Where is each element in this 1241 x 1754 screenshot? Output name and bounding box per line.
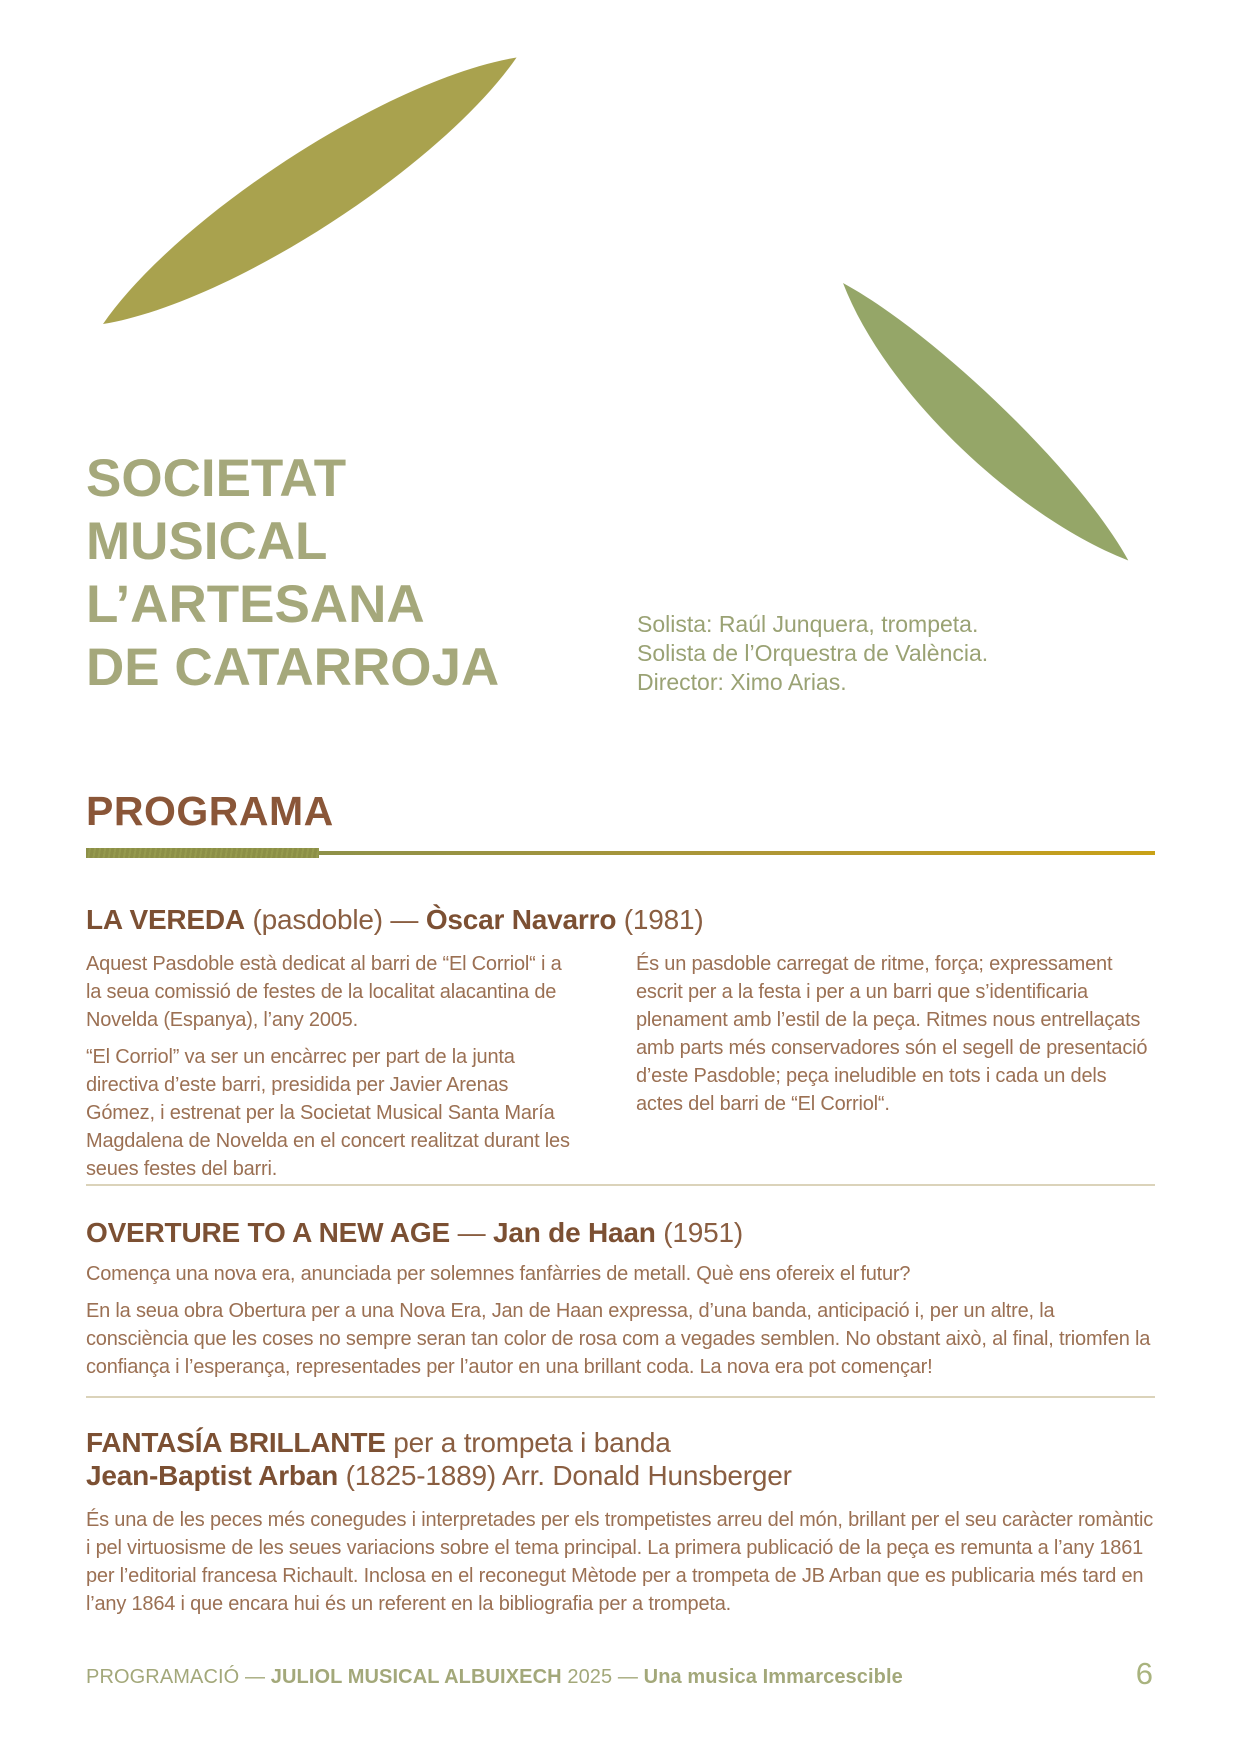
piece-paragraph: És un pasdoble carregat de ritme, força; expressament escrit per a la festa i per a un barri que s’identificaria plenament amb l’estil de la peça. Ritmes nous entrellaçats amb parts més conservadores són el segell de presentació d’este Pasdoble; peça ineludible en tots i cada un dels actes del barri de “El Corriol“. xyxy=(636,953,1148,1115)
piece-fantasia-text xyxy=(86,1506,1155,1627)
piece-dash: — xyxy=(449,1217,493,1248)
piece-year: (1981) xyxy=(616,904,704,935)
page-title: PROGRAMA xyxy=(86,788,334,834)
piece-subtitle: per a trompeta i banda xyxy=(385,1427,671,1458)
piece-title: FANTASÍA BRILLANTE xyxy=(86,1427,386,1458)
piece-paragraph: “El Corriol” va ser un encàrrec per part de la junta directiva d’este barri, presidida per Javier Arenas Gómez, i estrenat per la Societat Musical Santa María Magdalena de Novelda en el concert realitzat durant les seues festes del barri. xyxy=(86,1046,570,1180)
piece-heading-overture xyxy=(86,1216,743,1249)
page-number: 6 xyxy=(1135,1656,1153,1691)
band-title xyxy=(86,447,499,699)
piece-paragraph: En la seua obra Obertura per a una Nova Era, Jan de Haan expressa, d’una banda, anticipació i, per un altre, la consciència que les coses no sempre seran tan color de rosa com a vegades semblen. No obstant això, al final, triomfen la confiança i l’esperança, representades per l’autor en una brillant coda. La nova era pot començar! xyxy=(86,1300,1151,1378)
piece-composer: Jan de Haan xyxy=(492,1217,656,1248)
piece-subtitle: (pasdoble) — xyxy=(244,904,426,935)
piece-heading-la-vereda xyxy=(86,903,704,936)
band-title-line: L’ARTESANA xyxy=(86,575,425,634)
leaf-brush-icon xyxy=(82,25,537,356)
credit-orchestra: Solista de l’Orquestra de València. xyxy=(637,640,989,666)
piece-la-vereda-text xyxy=(86,950,1155,1192)
piece-title-line xyxy=(86,1426,792,1459)
footer xyxy=(86,1666,903,1689)
piece-paragraph: Comença una nova era, anunciada per solemnes fanfàrries de metall. Què ens ofereix el futur? xyxy=(86,1263,911,1285)
band-title-line: DE CATARROJA xyxy=(86,638,500,697)
divider-gradient-line xyxy=(319,851,1155,855)
footer-event-name: JULIOL MUSICAL ALBUIXECH xyxy=(270,1666,562,1688)
piece-title: LA VEREDA xyxy=(86,904,245,935)
piece-overture-text xyxy=(86,1260,1155,1390)
piece-arranger: (1825-1889) Arr. Donald Hunsberger xyxy=(338,1460,792,1491)
text-column-right xyxy=(636,950,1155,1192)
program-divider xyxy=(86,848,1155,858)
text-column-left xyxy=(86,950,572,1192)
credit-soloist: Solista: Raúl Junquera, trompeta. xyxy=(637,611,979,637)
credit-director: Director: Ximo Arias. xyxy=(637,669,847,695)
divider-accent-block xyxy=(86,848,319,858)
piece-composer: Jean-Baptist Arban xyxy=(86,1460,339,1491)
band-title-line: SOCIETAT xyxy=(86,449,347,508)
leaf-brush-icon xyxy=(818,267,1144,586)
piece-heading-fantasia xyxy=(86,1426,792,1492)
band-title-line: MUSICAL xyxy=(86,512,328,571)
piece-paragraph: Aquest Pasdoble està dedicat al barri de “El Corriol“ i a la seua comissió de festes de la localitat alacantina de Novelda (Espanya), l’any 2005. xyxy=(86,953,562,1031)
section-divider xyxy=(86,1184,1155,1186)
piece-composer-line xyxy=(86,1459,792,1492)
credits-block xyxy=(637,610,988,697)
footer-motto: Una musica Immarcescible xyxy=(643,1666,903,1688)
piece-composer: Òscar Navarro xyxy=(425,904,617,935)
piece-year: (1951) xyxy=(655,1217,744,1248)
piece-title: OVERTURE TO A NEW AGE xyxy=(86,1217,450,1248)
piece-paragraph: És una de les peces més conegudes i interpretades per els trompetistes arreu del món, brillant per el seu caràcter romàntic i pel virtuosisme de les seues variacions sobre el tema principal. La primera publicació de la peça es remunta a l’any 1861 per l’editorial francesa Richault. Inclosa en el reconegut Mètode per a trompeta de JB Arban que es publicaria més tard en l’any 1864 i que encara hui és un referent en la bibliografia per a trompeta. xyxy=(86,1509,1154,1615)
section-divider xyxy=(86,1396,1155,1398)
footer-section-label: PROGRAMACIÓ — xyxy=(86,1666,271,1688)
footer-year: 2025 — xyxy=(561,1666,644,1688)
